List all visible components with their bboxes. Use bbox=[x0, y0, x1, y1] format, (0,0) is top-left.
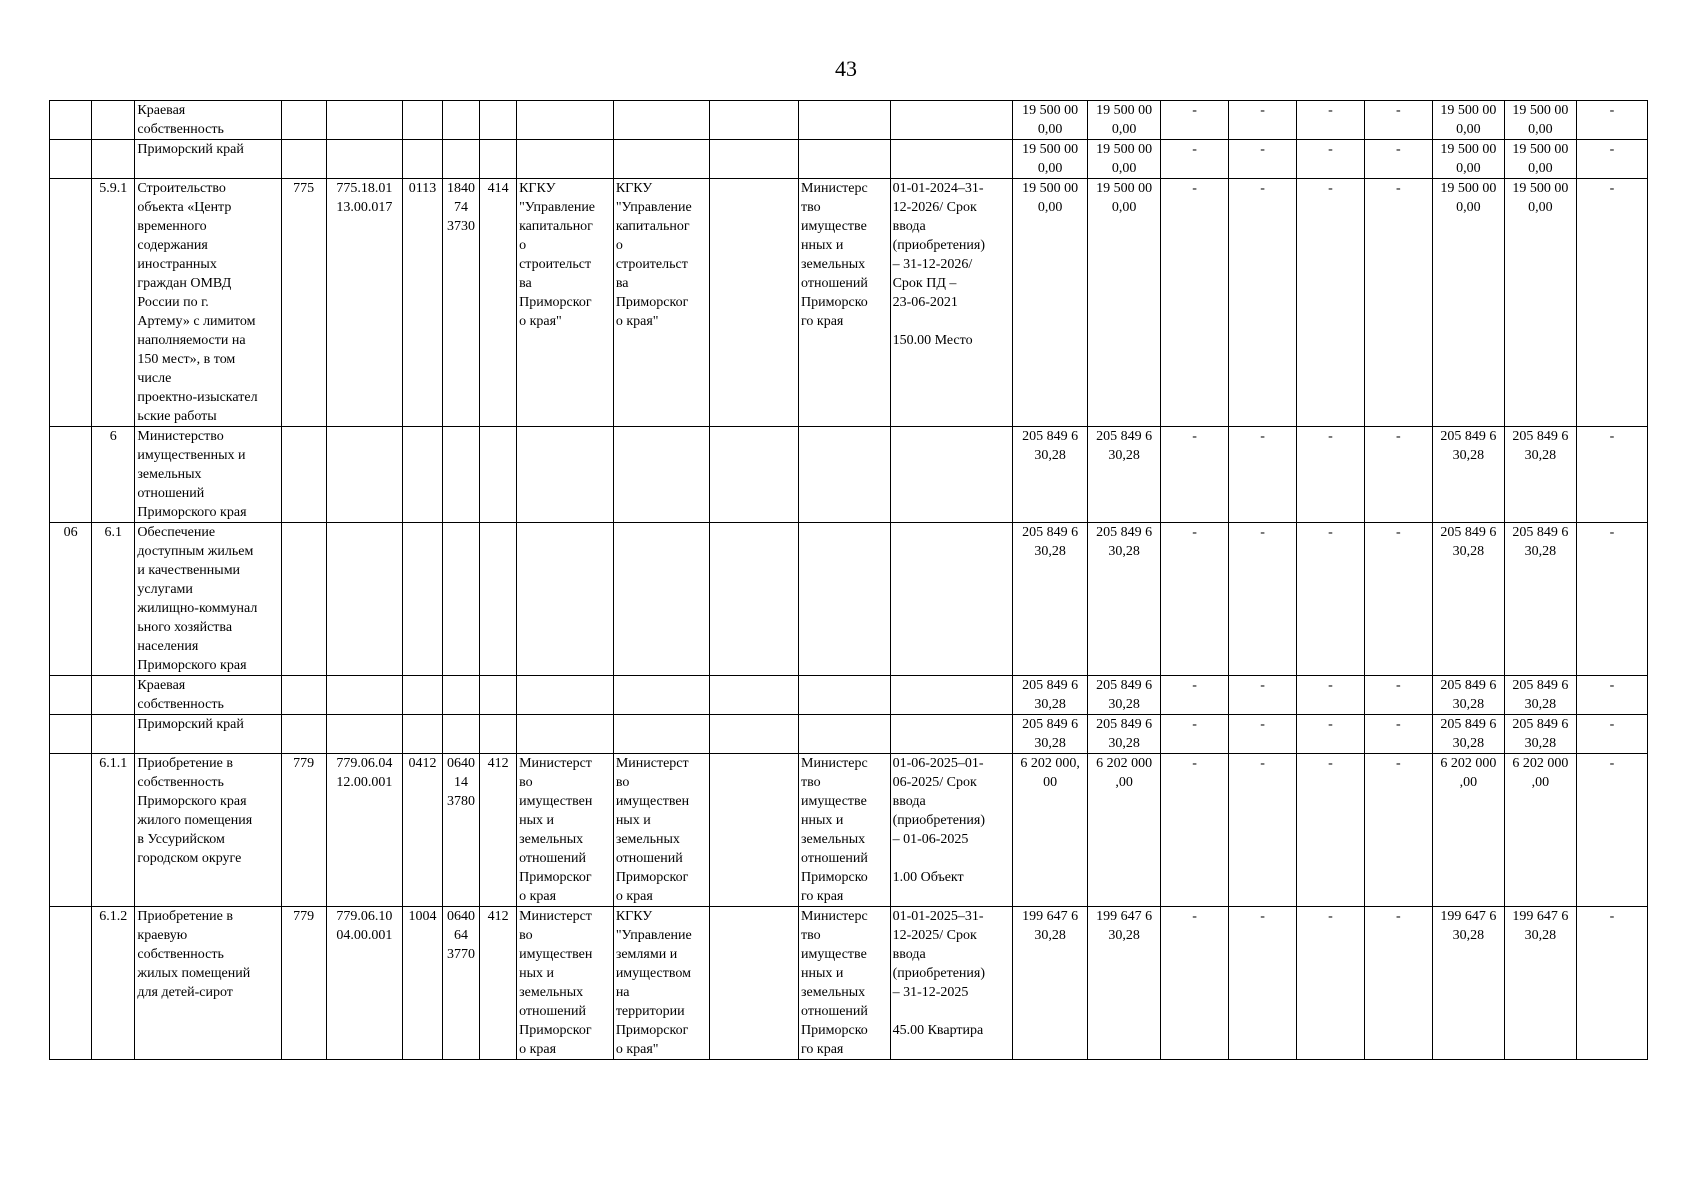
amount-2025: 19 500 00 0,00 bbox=[1088, 140, 1161, 179]
dash-cell: - bbox=[1297, 754, 1365, 907]
expense-type bbox=[480, 140, 517, 179]
developer: КГКУ "Управление капитальног о строительст ва Приморског о края" bbox=[613, 179, 709, 427]
dash-cell: - bbox=[1364, 101, 1432, 140]
dash-cell: - bbox=[1229, 715, 1297, 754]
owner bbox=[799, 715, 891, 754]
grbs-code: 775 bbox=[281, 179, 326, 427]
amount-2025: 199 647 6 30,28 bbox=[1088, 907, 1161, 1060]
customer bbox=[517, 523, 614, 676]
dash-cell: - bbox=[1297, 715, 1365, 754]
table-row bbox=[50, 140, 1648, 179]
level-code bbox=[50, 427, 92, 523]
blank-cell bbox=[709, 101, 799, 140]
table-row bbox=[50, 523, 1648, 676]
owner: Министерс тво имуществе нных и земельных отношений Приморско го края bbox=[799, 179, 891, 427]
blank-cell bbox=[709, 179, 799, 427]
owner: Министерс тво имуществе нных и земельных отношений Приморско го края bbox=[799, 907, 891, 1060]
dash-cell: - bbox=[1229, 140, 1297, 179]
dash-cell: - bbox=[1229, 427, 1297, 523]
dash-cell: - bbox=[1364, 523, 1432, 676]
amount-regional: 19 500 00 0,00 bbox=[1432, 140, 1504, 179]
item-name: Приобретение в краевую собственность жилых помещений для детей-сирот bbox=[135, 907, 281, 1060]
owner bbox=[799, 523, 891, 676]
term-and-capacity bbox=[890, 427, 1012, 523]
amount-regional-2025: 205 849 6 30,28 bbox=[1504, 427, 1576, 523]
dash-cell: - bbox=[1229, 179, 1297, 427]
blank-cell bbox=[709, 523, 799, 676]
section-code bbox=[402, 427, 442, 523]
term-and-capacity bbox=[890, 676, 1012, 715]
section-code: 0113 bbox=[402, 179, 442, 427]
dash-cell: - bbox=[1576, 427, 1647, 523]
csr-code bbox=[443, 140, 480, 179]
item-number: 6.1 bbox=[92, 523, 135, 676]
owner: Министерс тво имуществе нных и земельных отношений Приморско го края bbox=[799, 754, 891, 907]
amount-regional-2025: 205 849 6 30,28 bbox=[1504, 676, 1576, 715]
term-and-capacity: 01-01-2025–31- 12-2025/ Срок ввода (приобретения) – 31-12-2025 45.00 Квартира bbox=[890, 907, 1012, 1060]
item-number bbox=[92, 140, 135, 179]
dash-cell: - bbox=[1297, 179, 1365, 427]
level-code bbox=[50, 715, 92, 754]
dash-cell: - bbox=[1297, 676, 1365, 715]
blank-cell bbox=[709, 754, 799, 907]
developer bbox=[613, 676, 709, 715]
dash-cell: - bbox=[1229, 676, 1297, 715]
owner bbox=[799, 427, 891, 523]
dash-cell: - bbox=[1576, 907, 1647, 1060]
dash-cell: - bbox=[1364, 907, 1432, 1060]
amount-regional: 205 849 6 30,28 bbox=[1432, 715, 1504, 754]
amount-regional-2025: 19 500 00 0,00 bbox=[1504, 140, 1576, 179]
table-row bbox=[50, 754, 1648, 907]
grbs-code bbox=[281, 676, 326, 715]
csr-code bbox=[443, 676, 480, 715]
grbs-code bbox=[281, 427, 326, 523]
term-and-capacity bbox=[890, 140, 1012, 179]
blank-cell bbox=[709, 907, 799, 1060]
item-number bbox=[92, 715, 135, 754]
amount-regional: 205 849 6 30,28 bbox=[1432, 427, 1504, 523]
dash-cell: - bbox=[1364, 715, 1432, 754]
blank-cell bbox=[709, 676, 799, 715]
target-article bbox=[326, 140, 402, 179]
blank-cell bbox=[709, 715, 799, 754]
expense-type bbox=[480, 523, 517, 676]
dash-cell: - bbox=[1364, 140, 1432, 179]
grbs-code bbox=[281, 140, 326, 179]
customer: Министерст во имуществен ных и земельных отношений Приморског о края bbox=[517, 907, 614, 1060]
developer bbox=[613, 715, 709, 754]
developer bbox=[613, 101, 709, 140]
target-article bbox=[326, 523, 402, 676]
term-and-capacity: 01-01-2024–31- 12-2026/ Срок ввода (приобретения) – 31-12-2026/ Срок ПД – 23-06-2021 150.00 Место bbox=[890, 179, 1012, 427]
dash-cell: - bbox=[1297, 101, 1365, 140]
amount-2025: 205 849 6 30,28 bbox=[1088, 715, 1161, 754]
page-number: 43 bbox=[835, 56, 857, 81]
customer bbox=[517, 101, 614, 140]
developer bbox=[613, 140, 709, 179]
item-name: Приморский край bbox=[135, 140, 281, 179]
item-name: Обеспечение доступным жильем и качественными услугами жилищно-коммунал ьного хозяйства населения Приморского края bbox=[135, 523, 281, 676]
item-name: Краевая собственность bbox=[135, 101, 281, 140]
csr-code bbox=[443, 715, 480, 754]
dash-cell: - bbox=[1229, 523, 1297, 676]
item-name: Министерство имущественных и земельных отношений Приморского края bbox=[135, 427, 281, 523]
dash-cell: - bbox=[1229, 101, 1297, 140]
level-code bbox=[50, 179, 92, 427]
amount-total: 19 500 00 0,00 bbox=[1013, 101, 1088, 140]
amount-2025: 205 849 6 30,28 bbox=[1088, 523, 1161, 676]
csr-code bbox=[443, 523, 480, 676]
level-code bbox=[50, 907, 92, 1060]
amount-regional: 199 647 6 30,28 bbox=[1432, 907, 1504, 1060]
amount-2025: 19 500 00 0,00 bbox=[1088, 179, 1161, 427]
csr-code: 064064 3770 bbox=[443, 907, 480, 1060]
customer bbox=[517, 715, 614, 754]
table-row bbox=[50, 427, 1648, 523]
level-code bbox=[50, 140, 92, 179]
level-code bbox=[50, 754, 92, 907]
amount-regional-2025: 19 500 00 0,00 bbox=[1504, 101, 1576, 140]
expense-type bbox=[480, 676, 517, 715]
expense-type: 414 bbox=[480, 179, 517, 427]
customer: Министерст во имуществен ных и земельных отношений Приморског о края bbox=[517, 754, 614, 907]
expense-type bbox=[480, 427, 517, 523]
dash-cell: - bbox=[1576, 676, 1647, 715]
section-code: 1004 bbox=[402, 907, 442, 1060]
dash-cell: - bbox=[1364, 179, 1432, 427]
item-number: 6 bbox=[92, 427, 135, 523]
table-row bbox=[50, 715, 1648, 754]
dash-cell: - bbox=[1364, 754, 1432, 907]
item-number: 6.1.1 bbox=[92, 754, 135, 907]
item-number: 5.9.1 bbox=[92, 179, 135, 427]
customer: КГКУ "Управление капитальног о строительст ва Приморског о края" bbox=[517, 179, 614, 427]
table-row bbox=[50, 101, 1648, 140]
level-code bbox=[50, 676, 92, 715]
dash-cell: - bbox=[1576, 754, 1647, 907]
amount-regional-2025: 205 849 6 30,28 bbox=[1504, 523, 1576, 676]
developer bbox=[613, 523, 709, 676]
dash-cell: - bbox=[1364, 427, 1432, 523]
dash-cell: - bbox=[1161, 523, 1229, 676]
amount-total: 205 849 6 30,28 bbox=[1013, 523, 1088, 676]
amount-2025: 205 849 6 30,28 bbox=[1088, 676, 1161, 715]
target-article bbox=[326, 101, 402, 140]
target-article: 775.18.01 13.00.017 bbox=[326, 179, 402, 427]
amount-total: 205 849 6 30,28 bbox=[1013, 715, 1088, 754]
amount-total: 205 849 6 30,28 bbox=[1013, 427, 1088, 523]
table-row bbox=[50, 907, 1648, 1060]
amount-total: 199 647 6 30,28 bbox=[1013, 907, 1088, 1060]
dash-cell: - bbox=[1297, 427, 1365, 523]
dash-cell: - bbox=[1161, 101, 1229, 140]
target-article: 779.06.04 12.00.001 bbox=[326, 754, 402, 907]
dash-cell: - bbox=[1576, 523, 1647, 676]
amount-regional: 205 849 6 30,28 bbox=[1432, 676, 1504, 715]
customer bbox=[517, 140, 614, 179]
blank-cell bbox=[709, 140, 799, 179]
section-code bbox=[402, 715, 442, 754]
term-and-capacity bbox=[890, 101, 1012, 140]
dash-cell: - bbox=[1229, 907, 1297, 1060]
section-code bbox=[402, 523, 442, 676]
csr-code: 184074 3730 bbox=[443, 179, 480, 427]
item-number bbox=[92, 676, 135, 715]
owner bbox=[799, 140, 891, 179]
item-name: Приморский край bbox=[135, 715, 281, 754]
amount-regional: 205 849 6 30,28 bbox=[1432, 523, 1504, 676]
amount-regional-2025: 205 849 6 30,28 bbox=[1504, 715, 1576, 754]
amount-2025: 6 202 000 ,00 bbox=[1088, 754, 1161, 907]
dash-cell: - bbox=[1576, 101, 1647, 140]
dash-cell: - bbox=[1161, 427, 1229, 523]
level-code bbox=[50, 101, 92, 140]
dash-cell: - bbox=[1161, 907, 1229, 1060]
owner bbox=[799, 101, 891, 140]
item-name: Строительство объекта «Центр временного содержания иностранных граждан ОМВД России по г. Артему» с лимитом наполняемости на 150 мест», в том числе проектно-изыскател ьские работы bbox=[135, 179, 281, 427]
section-code bbox=[402, 676, 442, 715]
dash-cell: - bbox=[1229, 754, 1297, 907]
customer bbox=[517, 427, 614, 523]
customer bbox=[517, 676, 614, 715]
dash-cell: - bbox=[1161, 140, 1229, 179]
expense-type: 412 bbox=[480, 907, 517, 1060]
amount-2025: 19 500 00 0,00 bbox=[1088, 101, 1161, 140]
term-and-capacity: 01-06-2025–01- 06-2025/ Срок ввода (приобретения) – 01-06-2025 1.00 Объект bbox=[890, 754, 1012, 907]
table-row bbox=[50, 179, 1648, 427]
section-code bbox=[402, 101, 442, 140]
level-code: 06 bbox=[50, 523, 92, 676]
blank-cell bbox=[709, 427, 799, 523]
dash-cell: - bbox=[1161, 676, 1229, 715]
item-number: 6.1.2 bbox=[92, 907, 135, 1060]
expense-type: 412 bbox=[480, 754, 517, 907]
amount-total: 19 500 00 0,00 bbox=[1013, 140, 1088, 179]
investment-table bbox=[49, 100, 1648, 1060]
dash-cell: - bbox=[1161, 715, 1229, 754]
developer: КГКУ "Управление землями и имуществом на территории Приморског о края" bbox=[613, 907, 709, 1060]
owner bbox=[799, 676, 891, 715]
dash-cell: - bbox=[1297, 140, 1365, 179]
grbs-code bbox=[281, 715, 326, 754]
dash-cell: - bbox=[1576, 715, 1647, 754]
expense-type bbox=[480, 715, 517, 754]
expense-type bbox=[480, 101, 517, 140]
grbs-code bbox=[281, 101, 326, 140]
developer bbox=[613, 427, 709, 523]
target-article bbox=[326, 427, 402, 523]
dash-cell: - bbox=[1161, 179, 1229, 427]
amount-total: 205 849 6 30,28 bbox=[1013, 676, 1088, 715]
csr-code bbox=[443, 101, 480, 140]
target-article: 779.06.10 04.00.001 bbox=[326, 907, 402, 1060]
amount-regional: 19 500 00 0,00 bbox=[1432, 101, 1504, 140]
item-name: Приобретение в собственность Приморского края жилого помещения в Уссурийском городском округе bbox=[135, 754, 281, 907]
amount-2025: 205 849 6 30,28 bbox=[1088, 427, 1161, 523]
table-row bbox=[50, 676, 1648, 715]
term-and-capacity bbox=[890, 523, 1012, 676]
dash-cell: - bbox=[1576, 179, 1647, 427]
section-code bbox=[402, 140, 442, 179]
amount-regional: 19 500 00 0,00 bbox=[1432, 179, 1504, 427]
section-code: 0412 bbox=[402, 754, 442, 907]
amount-total: 19 500 00 0,00 bbox=[1013, 179, 1088, 427]
dash-cell: - bbox=[1161, 754, 1229, 907]
csr-code: 064014 3780 bbox=[443, 754, 480, 907]
grbs-code: 779 bbox=[281, 907, 326, 1060]
item-number bbox=[92, 101, 135, 140]
dash-cell: - bbox=[1364, 676, 1432, 715]
dash-cell: - bbox=[1297, 907, 1365, 1060]
amount-regional: 6 202 000 ,00 bbox=[1432, 754, 1504, 907]
csr-code bbox=[443, 427, 480, 523]
grbs-code bbox=[281, 523, 326, 676]
target-article bbox=[326, 715, 402, 754]
term-and-capacity bbox=[890, 715, 1012, 754]
amount-regional-2025: 6 202 000 ,00 bbox=[1504, 754, 1576, 907]
dash-cell: - bbox=[1297, 523, 1365, 676]
item-name: Краевая собственность bbox=[135, 676, 281, 715]
amount-total: 6 202 000, 00 bbox=[1013, 754, 1088, 907]
target-article bbox=[326, 676, 402, 715]
developer: Министерст во имуществен ных и земельных отношений Приморског о края bbox=[613, 754, 709, 907]
amount-regional-2025: 199 647 6 30,28 bbox=[1504, 907, 1576, 1060]
dash-cell: - bbox=[1576, 140, 1647, 179]
grbs-code: 779 bbox=[281, 754, 326, 907]
amount-regional-2025: 19 500 00 0,00 bbox=[1504, 179, 1576, 427]
